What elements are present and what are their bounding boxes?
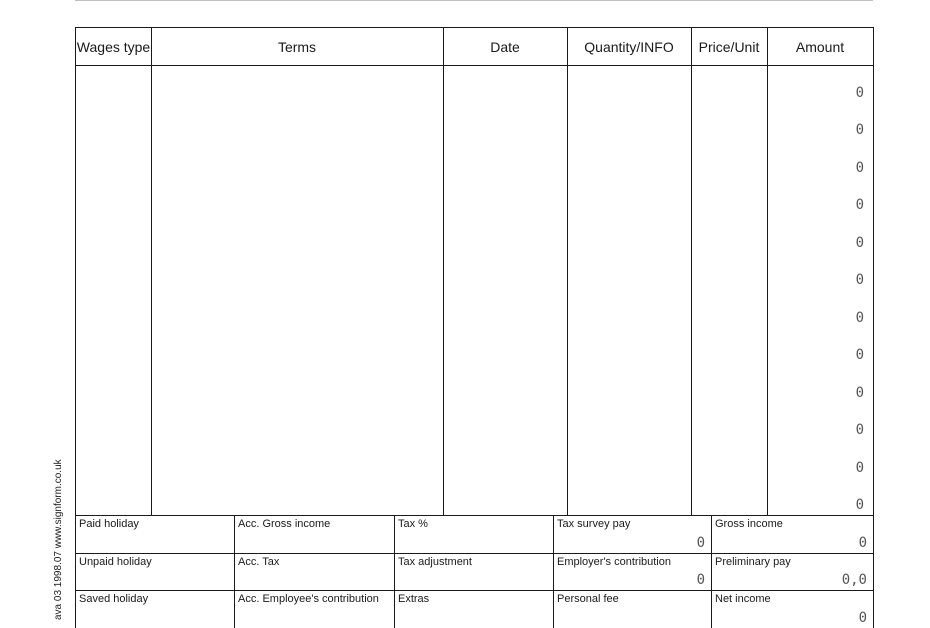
summary-label: Paid holiday	[79, 518, 139, 530]
summary-label: Acc. Tax	[238, 555, 280, 568]
summary-label: Gross income	[715, 518, 783, 530]
amount-cell: 0	[855, 497, 864, 513]
column-divider	[691, 28, 692, 515]
summary-label: Saved holiday	[79, 593, 149, 605]
summary-cell	[394, 515, 553, 553]
amount-cell: 0	[855, 347, 864, 363]
column-divider	[151, 28, 152, 515]
column-divider	[567, 28, 568, 515]
header-wages-type: Wages type	[76, 38, 151, 55]
summary-label: Preliminary pay	[715, 555, 791, 568]
summary-value: 0	[696, 572, 705, 588]
summary-cell	[711, 553, 874, 591]
amount-cell: 0	[855, 122, 864, 138]
column-divider	[767, 28, 768, 515]
top-rule	[75, 0, 873, 1]
summary-label: Net income	[715, 593, 771, 605]
summary-value: 0	[696, 534, 705, 551]
summary-label: Tax adjustment	[398, 555, 472, 568]
summary-value: 0,0	[841, 572, 867, 588]
amount-cell: 0	[855, 160, 864, 176]
summary-cell	[711, 590, 874, 628]
summary-cell	[553, 553, 711, 591]
amount-cell: 0	[855, 197, 864, 213]
summary-cell	[711, 515, 874, 553]
amount-cell: 0	[855, 310, 864, 326]
amount-cell: 0	[855, 235, 864, 251]
summary-label: Acc. Employee's contribution	[238, 593, 379, 605]
amount-cell: 0	[855, 460, 864, 476]
column-divider	[443, 28, 444, 515]
summary-value: 0	[858, 609, 867, 626]
summary-cell	[75, 515, 234, 553]
summary-cell	[394, 553, 553, 591]
summary-cell	[75, 553, 234, 591]
summary-label: Acc. Gross income	[238, 518, 331, 530]
summary-label: Extras	[398, 593, 430, 605]
summary-cell	[234, 590, 394, 628]
summary-label: Employer's contribution	[557, 555, 671, 568]
summary-cell	[234, 515, 394, 553]
amount-cell: 0	[855, 385, 864, 401]
summary-label: Tax survey pay	[557, 518, 631, 530]
summary-label: Unpaid holiday	[79, 555, 152, 568]
summary-cell	[553, 590, 711, 628]
amount-cell: 0	[855, 272, 864, 288]
header-quantity-info: Quantity/INFO	[584, 38, 674, 55]
summary-label: Personal fee	[557, 593, 619, 605]
summary-cell	[553, 515, 711, 553]
form-reference-text: ava 03 1998.07 www.signform.co.uk	[53, 459, 64, 620]
summary-label: Tax %	[398, 518, 428, 530]
summary-grid	[75, 515, 875, 625]
header-terms: Terms	[277, 38, 317, 55]
header-amount: Amount	[795, 38, 845, 55]
wages-table	[75, 27, 874, 516]
header-date: Date	[490, 38, 520, 55]
amount-cell: 0	[855, 85, 864, 101]
amount-cell: 0	[855, 422, 864, 438]
summary-value: 0	[858, 534, 867, 551]
summary-cell	[75, 590, 234, 628]
header-price-unit: Price/Unit	[698, 38, 760, 55]
summary-cell	[234, 553, 394, 591]
summary-cell	[394, 590, 553, 628]
